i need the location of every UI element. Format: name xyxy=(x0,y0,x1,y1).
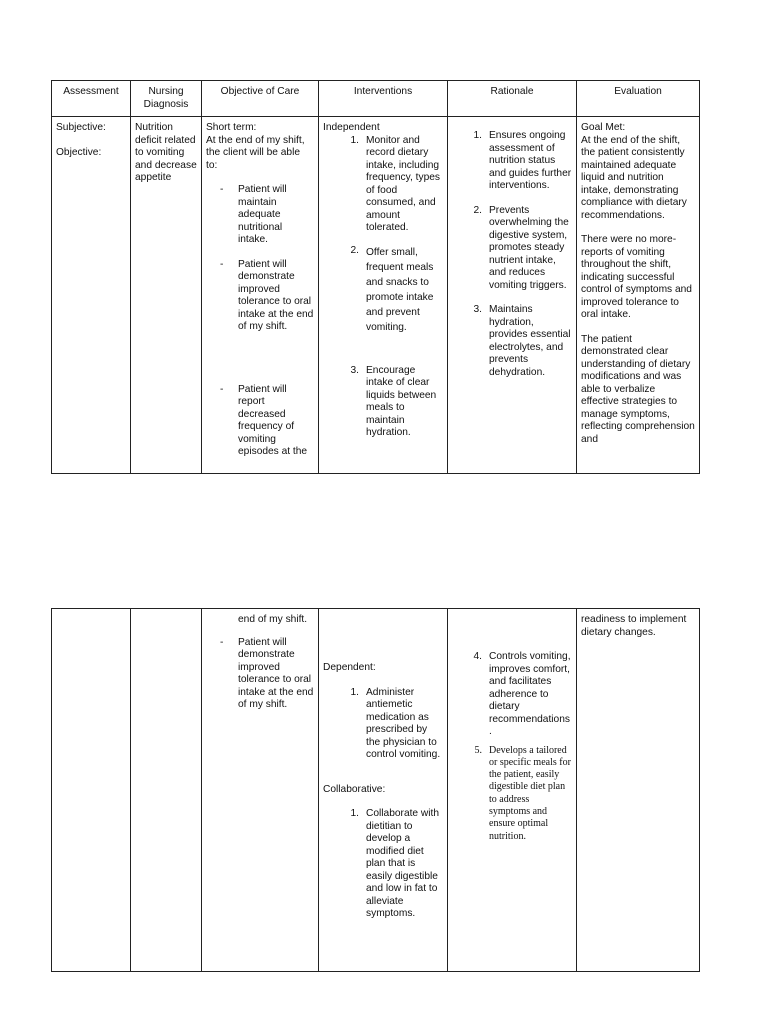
rationale-cell xyxy=(448,609,577,972)
objective-item xyxy=(220,184,314,247)
objective-item xyxy=(220,259,314,334)
care-plan-table-page-2 xyxy=(51,608,700,972)
diagnosis-cell xyxy=(131,609,202,972)
rationale-text: Develops a tailored or specific meals for the patient, easily digestible diet plan to address symptoms and ensure optimal nutrition. xyxy=(489,744,571,842)
interventions-cell xyxy=(319,117,448,474)
header-rationale: Rationale xyxy=(448,81,577,117)
item-number: 3. xyxy=(350,364,359,376)
rationale-item xyxy=(466,130,572,193)
objective-continuation-text: end of my shift. xyxy=(238,614,308,625)
intervention-item xyxy=(345,135,443,235)
subjective-label: Subjective: xyxy=(56,122,106,133)
short-term-heading: Short term: xyxy=(206,122,257,133)
table-row xyxy=(52,117,700,474)
item-number: 1. xyxy=(350,808,359,819)
goal-met-heading: Goal Met: xyxy=(581,122,626,133)
intervention-item xyxy=(345,365,443,440)
objective-continuation xyxy=(220,614,314,627)
item-number: 2. xyxy=(473,204,482,216)
rationale-text: Maintains hydration, provides essential electrolytes, and prevents dehydration. xyxy=(489,304,571,378)
objective-intro: At the end of my shift, the client will be able to: xyxy=(206,134,305,171)
intervention-text: Administer antiemetic medication as prescribed by the physician to control vomiting. xyxy=(366,686,441,760)
dash-marker: - xyxy=(220,184,224,195)
evaluation-cell xyxy=(577,117,700,474)
evaluation-paragraph: The patient demonstrated clear understanding of dietary modifications and was able to verbalize effective strategies to manage symptoms, reflecting comprehension and xyxy=(581,333,695,445)
item-number: 2. xyxy=(350,244,359,256)
intervention-text: Encourage intake of clear liquids between meals to maintain hydration. xyxy=(366,364,437,438)
item-number: 5. xyxy=(474,744,482,756)
evaluation-continuation: readiness to implement dietary changes. xyxy=(581,614,687,638)
rationale-cell xyxy=(448,117,577,474)
intervention-item xyxy=(345,687,443,762)
rationale-item xyxy=(466,304,572,379)
assessment-cell xyxy=(52,117,131,474)
header-evaluation: Evaluation xyxy=(577,81,700,117)
collaborative-heading: Collaborative: xyxy=(323,783,386,795)
intervention-text: Collaborate with dietitian to develop a modified diet plan that is easily digestible and low in fat to alleviate symptoms. xyxy=(366,808,440,919)
table-row xyxy=(52,609,700,972)
objective-item-text: Patient will report decreased frequency of vomiting episodes at the xyxy=(238,383,308,457)
diagnosis-text: Nutrition deficit related to vomiting and decrease appetite xyxy=(135,122,197,183)
rationale-item xyxy=(466,745,572,843)
header-nursing-diagnosis: Nursing Diagnosis xyxy=(131,81,202,117)
objective-item-text: Patient will demonstrate improved tolerance to oral intake at the end of my shift. xyxy=(238,258,314,332)
item-number: 4. xyxy=(473,651,482,662)
rationale-item xyxy=(466,205,572,293)
care-plan-table-page-1 xyxy=(51,80,700,474)
objective-item xyxy=(220,637,314,712)
dash-marker: - xyxy=(220,636,224,648)
item-number: 1. xyxy=(473,130,482,141)
rationale-text: Ensures ongoing assessment of nutrition status and guides further interventions. xyxy=(489,130,572,191)
item-number: 1. xyxy=(350,134,359,146)
dependent-heading: Dependent: xyxy=(323,662,376,673)
evaluation-cell xyxy=(577,609,700,972)
rationale-text: Controls vomiting, improves comfort, and facilitates adherence to dietary recommendations xyxy=(489,651,571,725)
rationale-trailing-dot xyxy=(466,726,572,739)
rationale-dot-text: . xyxy=(489,726,492,737)
objective-item-text: Patient will demonstrate improved tolerance to oral intake at the end of my shift. xyxy=(238,636,314,710)
dash-marker: - xyxy=(220,258,224,270)
objective-label: Objective: xyxy=(56,146,102,158)
independent-heading: Independent xyxy=(323,122,380,133)
assessment-cell xyxy=(52,609,131,972)
header-row xyxy=(52,81,700,117)
item-number: 3. xyxy=(473,304,482,315)
header-assessment: Assessment xyxy=(52,81,131,117)
evaluation-paragraph: There were no more-reports of vomiting throughout the shift, indicating successful control of symptoms and improved tolerance to oral intake. xyxy=(581,234,692,320)
intervention-text: Offer small, frequent meals and snacks to promote intake and prevent vomiting. xyxy=(366,246,434,333)
intervention-item xyxy=(345,808,443,921)
evaluation-paragraph: At the end of the shift, the patient consistently maintained adequate liquid and nutrition intake, demonstrating compliance with dietary recommendations. xyxy=(581,134,687,221)
objective-cell xyxy=(202,609,319,972)
objective-item-text: Patient will maintain adequate nutritional intake. xyxy=(238,184,287,245)
rationale-text: Prevents overwhelming the digestive system, promotes steady nutrient intake, and reduces vomiting triggers. xyxy=(489,204,569,291)
dash-marker: - xyxy=(220,383,224,395)
header-objective-of-care: Objective of Care xyxy=(202,81,319,117)
objective-cell xyxy=(202,117,319,474)
objective-item xyxy=(220,384,314,459)
interventions-cell xyxy=(319,609,448,972)
intervention-text: Monitor and record dietary intake, including frequency, types of food consumed, and amount tolerated. xyxy=(366,134,440,233)
diagnosis-cell xyxy=(131,117,202,474)
rationale-item xyxy=(466,651,572,726)
intervention-item xyxy=(345,245,443,335)
header-interventions: Interventions xyxy=(319,81,448,117)
item-number: 1. xyxy=(350,686,359,698)
